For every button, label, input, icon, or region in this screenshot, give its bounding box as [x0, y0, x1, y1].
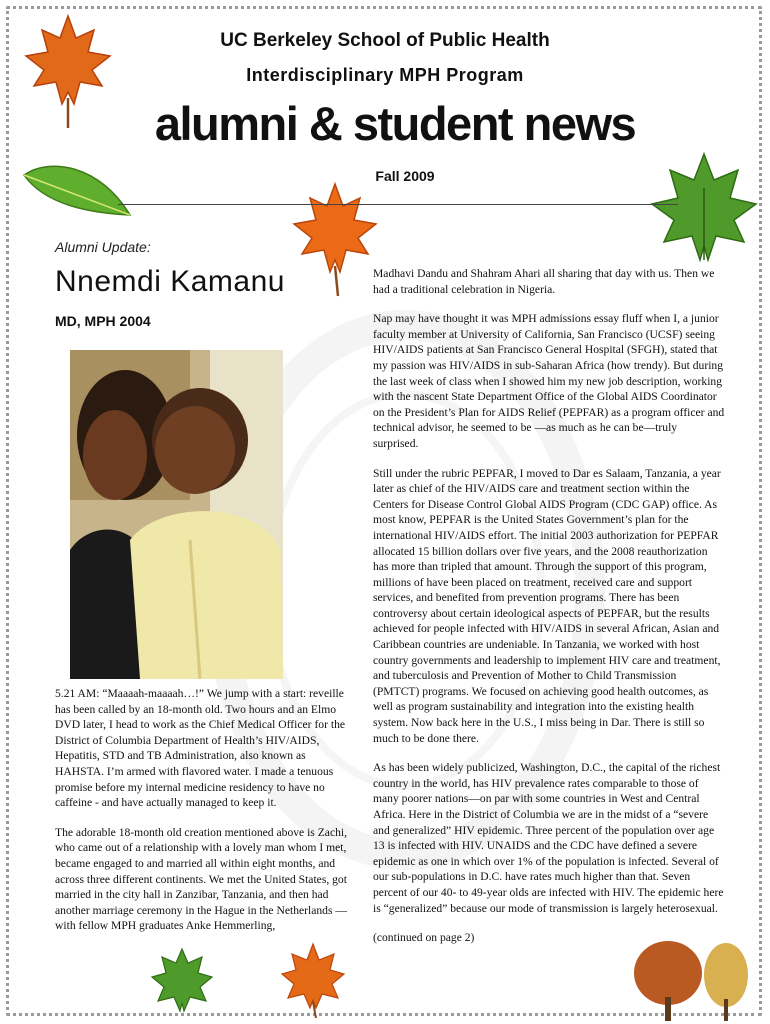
issue-date: Fall 2009 [375, 168, 435, 184]
paragraph: Still under the rubric PEPFAR, I moved to Dar es Salaam, Tanzania, a year later as chief of the HIV/AIDS care and treatment section within the Centers for Disease Control Global AIDS Program (CDC GAP) office. As most know, PEPFAR is the United States Government’s plan for the international HIV/AIDS effort. The initial 2003 authorization for PEPFAR allocated 15 billion dollars over five years, and the 2008 reauthorization has more than tripled that amount. Through the support of this program, millions of have been placed on treatment, received care and support services, and benefited from prevention programs. There has been controversy about certain ideological aspects of PEPFAR, but the results achieved for people infected with HIV/AIDS in several African, Asian and Caribbean countries are undeniable. In Tanzania, we worked with host country governments and leadership to implement HIV care and treatment, and tuberculosis and Prevention of Mother to Child Transmission (PMTCT) programs. We focused on achieving good health outcomes, as well as program sustainability and integration into the existing health system. Now back here in the U.S., I miss being in Dar. There is still so much to be done there. [373, 466, 721, 745]
green-leaf-icon [20, 155, 135, 220]
left-column [55, 686, 355, 948]
newsletter-title: alumni & student news [154, 97, 636, 150]
paragraph: The adorable 18-month old creation mentioned above is Zachi, who came out of a relationship with a lovely man whom I met, became engaged to and married all within eight months, and across three different continents. We met the United States, got married in the city hall in Zanzibar, Tanzania, and then had another marriage ceremony in the Hague in the Netherlands — with fellow MPH graduates Anke Hemmerling, [55, 825, 348, 933]
alumnus-photo [70, 350, 283, 679]
paragraph: 5.21 AM: “Maaaah-maaaah…!” We jump with a start: reveille has been called by an 18-month old. Two hours and an Elmo DVD later, I head to work as the Chief Medical Officer for the District of Columbia Department of Health’s HIV/AIDS, Hepatitis, STD and TB Administration, also known as HAHSTA. I’m armed with flavored water. I made a tenuous promise before my internal medicine residency to have no caffeine - and have actually managed to keep it. [55, 687, 346, 810]
continued-note: (continued on page 2) [373, 931, 475, 945]
alumnus-degree: MD, MPH 2004 [55, 313, 151, 329]
section-label: Alumni Update: [55, 239, 151, 255]
right-column [373, 266, 725, 960]
paragraph: Madhavi Dandu and Shahram Ahari all sharing that day with us. Then we had a traditional celebration in Nigeria. [373, 267, 715, 296]
small-green-leaf-icon [150, 945, 215, 1017]
paragraph: Nap may have thought it was MPH admissions essay fluff when I, a junior faculty member at University of California, San Francisco (UCSF) seeing HIV/AIDS patients at San Francisco General Hospital (SFGH), stated that my passion was HIV/AIDS in sub-Saharan Africa (how trendy). But during the last week of class when I showed him my new job description, working with the nascent State Department Office of the Global AIDS Coordinator on the President’s Plan for AIDS Relief (PEPFAR) as a program officer and technical advisor, he seemed to be —as much as he can be—truly surprised. [373, 312, 725, 450]
green-maple-leaf-icon [648, 148, 760, 268]
orange-maple-leaf-icon [290, 178, 380, 298]
paragraph: As has been widely publicized, Washington, D.C., the capital of the richest country in the world, has HIV prevalence rates comparable to those of many poorer nations—on par with some countries in West and Central Africa. Here in the District of Columbia we are in the midst of a “severe and generalized” HIV epidemic. Three percent of the population over age 13 is infected with HIV. UNAIDS and the CDC have defined a severe epidemic as one in which over 1% of the population is infected. Several of our sub-populations in D.C. have rates much higher than that. Seven percent of our 40- to 49-year olds are infected with HIV. The epidemic here is “generalized” because our mode of transmission is largely heterosexual. [373, 761, 724, 915]
small-orange-leaf-icon [278, 940, 348, 1020]
header-divider [118, 204, 678, 205]
program-name: Interdisciplinary MPH Program [246, 65, 524, 85]
school-name: UC Berkeley School of Public Health [220, 30, 550, 51]
alumnus-name: Nnemdi Kamanu [55, 265, 285, 298]
